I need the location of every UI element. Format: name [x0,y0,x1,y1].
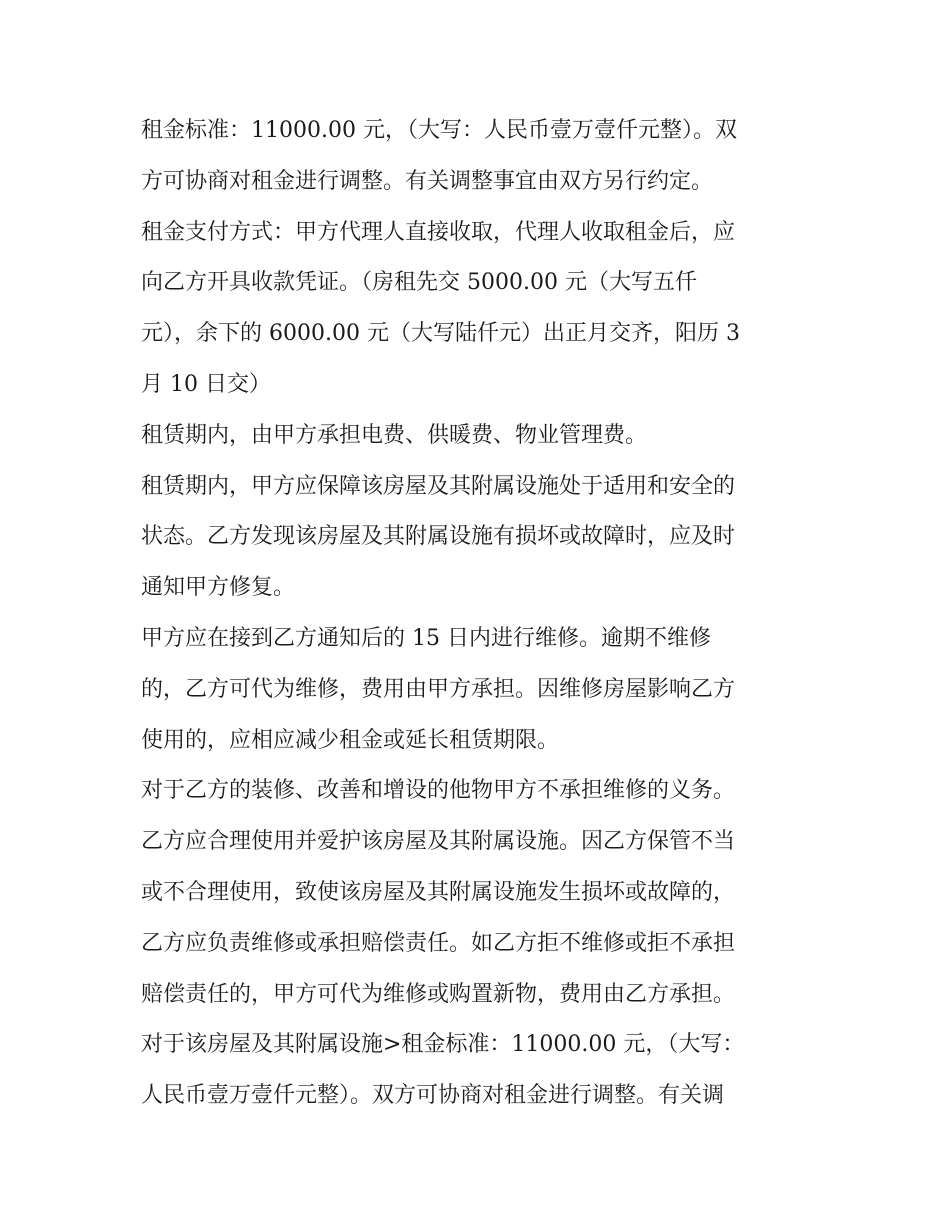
document-body [141,106,821,1122]
text-line: 租赁期内，由甲方承担电费、供暖费、物业管理费。 [141,422,648,448]
text-line: 租赁期内，甲方应保障该房屋及其附属设施处于适用和安全的 [141,473,736,499]
text-line: 方可协商对租金进行调整。有关调整事宜由双方另行约定。 [141,168,714,194]
text-line: 元），余下的 6000.00 元（大写陆仟元）出正月交齐，阳历 3 [141,321,740,347]
text-line: 乙方应合理使用并爱护该房屋及其附属设施。因乙方保管不当 [141,829,736,855]
text-line: 乙方应负责维修或承担赔偿责任。如乙方拒不维修或拒不承担 [141,930,736,956]
text-line: 或不合理使用，致使该房屋及其附属设施发生损坏或故障的， [141,879,736,905]
text-line: 月 10 日交） [141,371,271,397]
text-line: 状态。乙方发现该房屋及其附属设施有损坏或故障时，应及时 [141,524,736,550]
text-line: 对于乙方的装修、改善和增设的他物甲方不承担维修的义务。 [141,778,736,804]
text-line: 赔偿责任的，甲方可代为维修或购置新物，费用由乙方承担。 [141,981,736,1007]
text-line: 对于该房屋及其附属设施>租金标准：11000.00 元，（大写： [141,1032,745,1058]
text-line: 向乙方开具收款凭证。（房租先交 5000.00 元（大写五仟 [141,270,697,296]
text-line: 甲方应在接到乙方通知后的 15 日内进行维修。逾期不维修 [141,625,711,651]
text-line: 租金支付方式：甲方代理人直接收取，代理人收取租金后，应 [141,219,736,245]
text-line: 的，乙方可代为维修，费用由甲方承担。因维修房屋影响乙方 [141,676,736,702]
text-line: 人民币壹万壹仟元整）。双方可协商对租金进行调整。有关调 [141,1083,725,1109]
text-line: 租金标准：11000.00 元，（大写：人民币壹万壹仟元整）。双 [141,118,737,143]
text-line: 通知甲方修复。 [141,575,296,601]
text-line: 使用的，应相应减少租金或延长租赁期限。 [141,727,560,753]
